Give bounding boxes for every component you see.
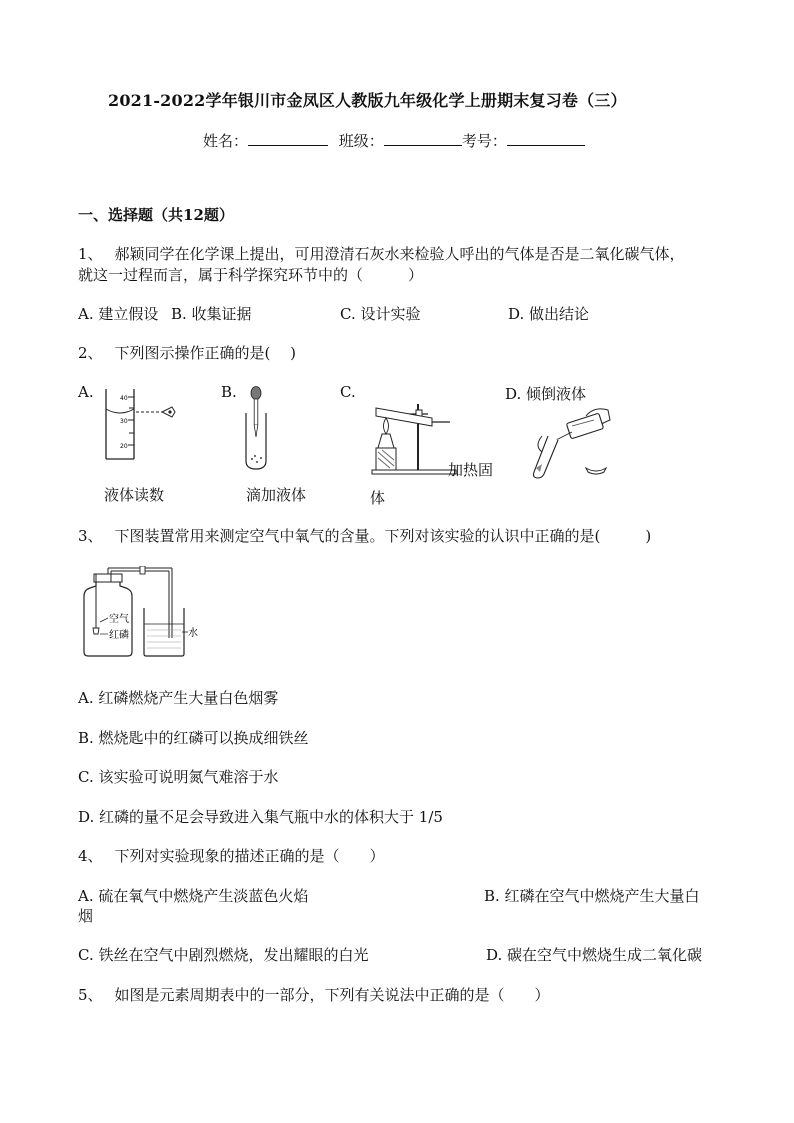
q2-number: 2、 [78,344,103,362]
alcohol-lamp-icon [378,434,394,448]
class-field[interactable] [384,131,462,146]
q2-option-b-letter[interactable]: B. [221,383,237,401]
q2-c-caption-line1: 加热固 [448,461,494,479]
q1-option-b[interactable]: B. 收集证据 [171,305,252,323]
oxygen-content-apparatus-figure [74,566,204,662]
tilted-test-tube-icon [534,436,559,478]
q2-option-c-letter[interactable]: C. [340,383,356,401]
rubber-stopper-icon [94,574,122,582]
q2-b-caption: 滴加液体 [246,486,307,504]
q3-option-b[interactable]: B. 燃烧匙中的红磷可以换成细铁丝 [78,729,309,747]
pouring-liquid-figure [530,402,616,480]
q4-option-b-line1[interactable]: B. 红磷在空气中燃烧产生大量白 [484,887,700,905]
reagent-bottle-icon [566,413,603,439]
cylinder-tick-20: 20 [120,443,128,450]
q1-option-d[interactable]: D. 做出结论 [508,305,590,323]
exam-no-label: 考号： [461,132,507,150]
q3-option-a[interactable]: A. 红磷燃烧产生大量白色烟雾 [78,689,279,707]
q3-stem: 3、 下图装置常用来测定空气中氧气的含量。下列对该实验的认识中正确的是( ) [78,527,652,545]
q2-stem: 2、 下列图示操作正确的是( ) [78,344,297,362]
beaker-icon [144,608,184,656]
q5-stem: 5、 如图是元素周期表中的一部分，下列有关说法中正确的是（ ） [78,986,550,1004]
q3-option-d[interactable]: D. 红磷的量不足会导致进入集气瓶中水的体积大于 1/5 [78,808,443,826]
combustion-spoon-icon [93,628,99,634]
class-label: 班级： [338,132,384,150]
page-title: 2021-2022学年银川市金凤区人教版九年级化学上册期末复习卷（三） [108,91,627,110]
cylinder-tick-30: 30 [120,418,128,425]
q2-c-caption-line2: 体 [370,489,386,507]
q1-option-c[interactable]: C. 设计实验 [340,305,421,323]
heating-solid-figure [370,396,458,476]
label-air: 空气 [109,614,129,625]
cylinder-reading-figure [96,385,180,467]
q4-number: 4、 [78,847,103,865]
q4-option-a[interactable]: A. 硫在氧气中燃烧产生淡蓝色火焰 [78,887,309,905]
q4-option-c[interactable]: C. 铁丝在空气中剧烈燃烧，发出耀眼的白光 [78,946,369,964]
q4-stem: 4、 下列对实验现象的描述正确的是（ ） [78,847,385,865]
q4-option-b-line2: 烟 [78,907,94,925]
q1-number: 1、 [78,245,103,263]
q4-option-d[interactable]: D. 碳在空气中燃烧生成二氧化碳 [486,946,703,964]
stopper-icon [586,468,606,474]
student-info-line [203,130,585,151]
exam-no-field[interactable] [507,131,585,146]
label-water: 水 [188,628,198,639]
q2-option-a-letter[interactable]: A. [78,383,94,401]
q1-stem-line1: 1、 郝颖同学在化学课上提出，可用澄清石灰水来检验人呼出的气体是否是二氧化碳气体， [78,245,685,263]
name-label: 姓名： [203,132,249,150]
q1-option-a[interactable]: A. 建立假设 [78,305,159,323]
dropper-bulb-icon [251,387,261,400]
label-red-phosphorus: 红磷 [109,630,129,641]
q5-number: 5、 [78,986,103,1004]
q3-number: 3、 [78,527,103,545]
q3-option-c[interactable]: C. 该实验可说明氮气难溶于水 [78,768,279,786]
clamp-icon [140,566,145,574]
name-field[interactable] [248,131,328,146]
section-heading: 一、选择题（共12题） [78,206,234,224]
q1-stem-line2: 就这一过程而言，属于科学探究环节中的（ ） [78,266,424,284]
q2-option-d[interactable]: D. 倾倒液体 [505,385,587,403]
dropper-figure [238,383,274,473]
cylinder-tick-40: 40 [120,395,128,402]
q2-a-caption: 液体读数 [104,486,165,504]
flame-icon [384,418,389,434]
